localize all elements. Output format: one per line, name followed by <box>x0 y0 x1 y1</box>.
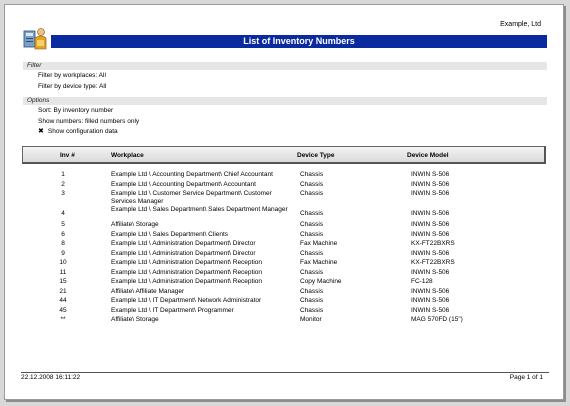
table-row <box>5 316 565 326</box>
workplace-cell: Example Ltd \ Accounting Department\ Accountant <box>111 180 256 188</box>
workplace-cell: Example Ltd \ Administration Department\ Director <box>111 249 256 257</box>
column-header-device-model: Device Model <box>407 152 449 159</box>
filter-workplaces: Filter by workplaces: All <box>38 72 106 79</box>
inv-number-cell: 5 <box>61 221 65 228</box>
filter-section-heading: Filter <box>23 62 547 70</box>
table-row <box>5 181 565 191</box>
inv-number-cell: 15 <box>59 278 67 285</box>
workplace-cell: Example Ltd \ Customer Service Department\ Customer Services Manager <box>111 190 272 205</box>
device-model-cell: INWIN S-506 <box>411 190 450 197</box>
workplace-cell: Example Ltd \ Administration Department\ Director <box>111 240 256 247</box>
table-row <box>5 269 565 279</box>
device-type-cell: Chassis <box>300 287 324 295</box>
device-model-cell: FC-128 <box>411 278 433 285</box>
inv-number-cell: 9 <box>61 249 65 257</box>
device-model-cell: MAG 570FD (15") <box>411 316 463 323</box>
device-type-cell: Chassis <box>300 221 324 228</box>
table-row <box>5 259 565 269</box>
inv-number-cell: 44 <box>59 297 67 304</box>
device-type-cell: Chassis <box>300 171 324 178</box>
device-model-cell: INWIN S-506 <box>411 268 450 276</box>
device-type-cell: Chassis <box>300 249 324 257</box>
inv-number-cell: 8 <box>61 240 65 247</box>
device-model-cell: INWIN S-506 <box>411 230 450 238</box>
device-model-cell: INWIN S-506 <box>411 249 450 257</box>
table-row <box>5 307 565 317</box>
table-row <box>5 297 565 307</box>
device-type-cell: Chassis <box>300 297 324 304</box>
workplace-cell: Example Ltd \ IT Department\ Network Administrator <box>111 297 262 304</box>
workplace-cell: Example Ltd \ IT Department\ Programmer <box>111 306 234 314</box>
workplace-cell: Example Ltd \ Administration Department\ Reception <box>111 278 263 285</box>
inv-number-cell: 2 <box>61 180 65 188</box>
device-type-cell: Chassis <box>300 180 324 188</box>
inv-number-cell: 10 <box>59 259 67 266</box>
inv-number-cell: 21 <box>59 287 67 295</box>
workplace-cell: Affiliate\ Storage <box>111 316 159 323</box>
print-timestamp: 22.12.2008 16:11:22 <box>21 374 81 381</box>
options-section-heading: Options <box>23 97 547 105</box>
filter-device-type: Filter by device type: All <box>38 83 107 90</box>
table-row <box>5 250 565 260</box>
footer-divider <box>21 372 549 373</box>
page-number: Page 1 of 1 <box>509 374 543 381</box>
checked-cross-icon: ✖ <box>38 128 44 135</box>
table-row <box>5 206 565 222</box>
device-model-cell: INWIN S-506 <box>411 287 450 295</box>
device-type-cell: Chassis <box>300 306 324 314</box>
workplace-cell: Example Ltd \ Administration Department\ Reception <box>111 259 263 266</box>
workplace-cell: Example Ltd \ Sales Department\ Clients <box>111 230 229 238</box>
device-model-cell: INWIN S-506 <box>411 180 450 188</box>
option-show-config-label: Show configuration data <box>47 128 118 135</box>
inv-number-cell: 11 <box>59 268 67 276</box>
option-show-config <box>38 128 118 136</box>
device-type-cell: Copy Machine <box>300 278 342 285</box>
workplace-cell: Affiliate\ Storage <box>111 221 159 228</box>
workplace-cell: Example Ltd \ Sales Department\ Sales Department Manager <box>111 205 288 213</box>
device-type-cell: Fax Machine <box>300 240 338 247</box>
device-type-cell: Chassis <box>300 230 324 238</box>
option-sort: Sort: By inventory number <box>38 107 114 114</box>
device-model-cell: INWIN S-506 <box>411 306 450 314</box>
inv-number-cell: ** <box>60 316 66 323</box>
column-header-device-type: Device Type <box>297 152 335 159</box>
device-model-cell: INWIN S-506 <box>411 221 450 228</box>
report-title: List of Inventory Numbers <box>51 35 547 48</box>
device-type-cell: Fax Machine <box>300 259 338 266</box>
worker-with-computer-icon <box>22 25 48 51</box>
inv-number-cell: 3 <box>61 190 65 197</box>
device-type-cell: Chassis <box>300 209 324 217</box>
device-type-cell: Chassis <box>300 190 324 197</box>
device-type-cell: Monitor <box>300 316 322 323</box>
report-page <box>4 4 564 400</box>
device-model-cell: INWIN S-506 <box>411 209 450 217</box>
device-type-cell: Chassis <box>300 268 324 276</box>
table-row <box>5 190 565 206</box>
inventory-table-body <box>5 171 565 326</box>
option-show-numbers: Show numbers: filled numbers only <box>38 118 140 125</box>
table-row <box>5 288 565 298</box>
table-row <box>5 278 565 288</box>
inv-number-cell: 4 <box>61 209 65 217</box>
device-model-cell: INWIN S-506 <box>411 171 450 178</box>
device-model-cell: KX-FT22BXRS <box>411 240 455 247</box>
table-row <box>5 221 565 231</box>
column-header-inv: Inv # <box>60 152 75 159</box>
table-row <box>5 240 565 250</box>
inv-number-cell: 45 <box>59 306 67 314</box>
company-name: Example, Ltd <box>500 21 541 28</box>
column-header-workplace: Workplace <box>111 152 144 159</box>
workplace-cell: Example Ltd \ Accounting Department\ Chief Accountant <box>111 171 273 178</box>
table-row <box>5 171 565 181</box>
inv-number-cell: 6 <box>61 230 65 238</box>
inv-number-cell: 1 <box>61 171 65 178</box>
workplace-cell: Affiliate\ Affiliate Manager <box>111 287 185 295</box>
table-header <box>22 146 546 164</box>
device-model-cell: KX-FT22BXRS <box>411 259 455 266</box>
workplace-cell: Example Ltd \ Administration Department\ Reception <box>111 268 263 276</box>
table-row <box>5 231 565 241</box>
device-model-cell: INWIN S-506 <box>411 297 450 304</box>
